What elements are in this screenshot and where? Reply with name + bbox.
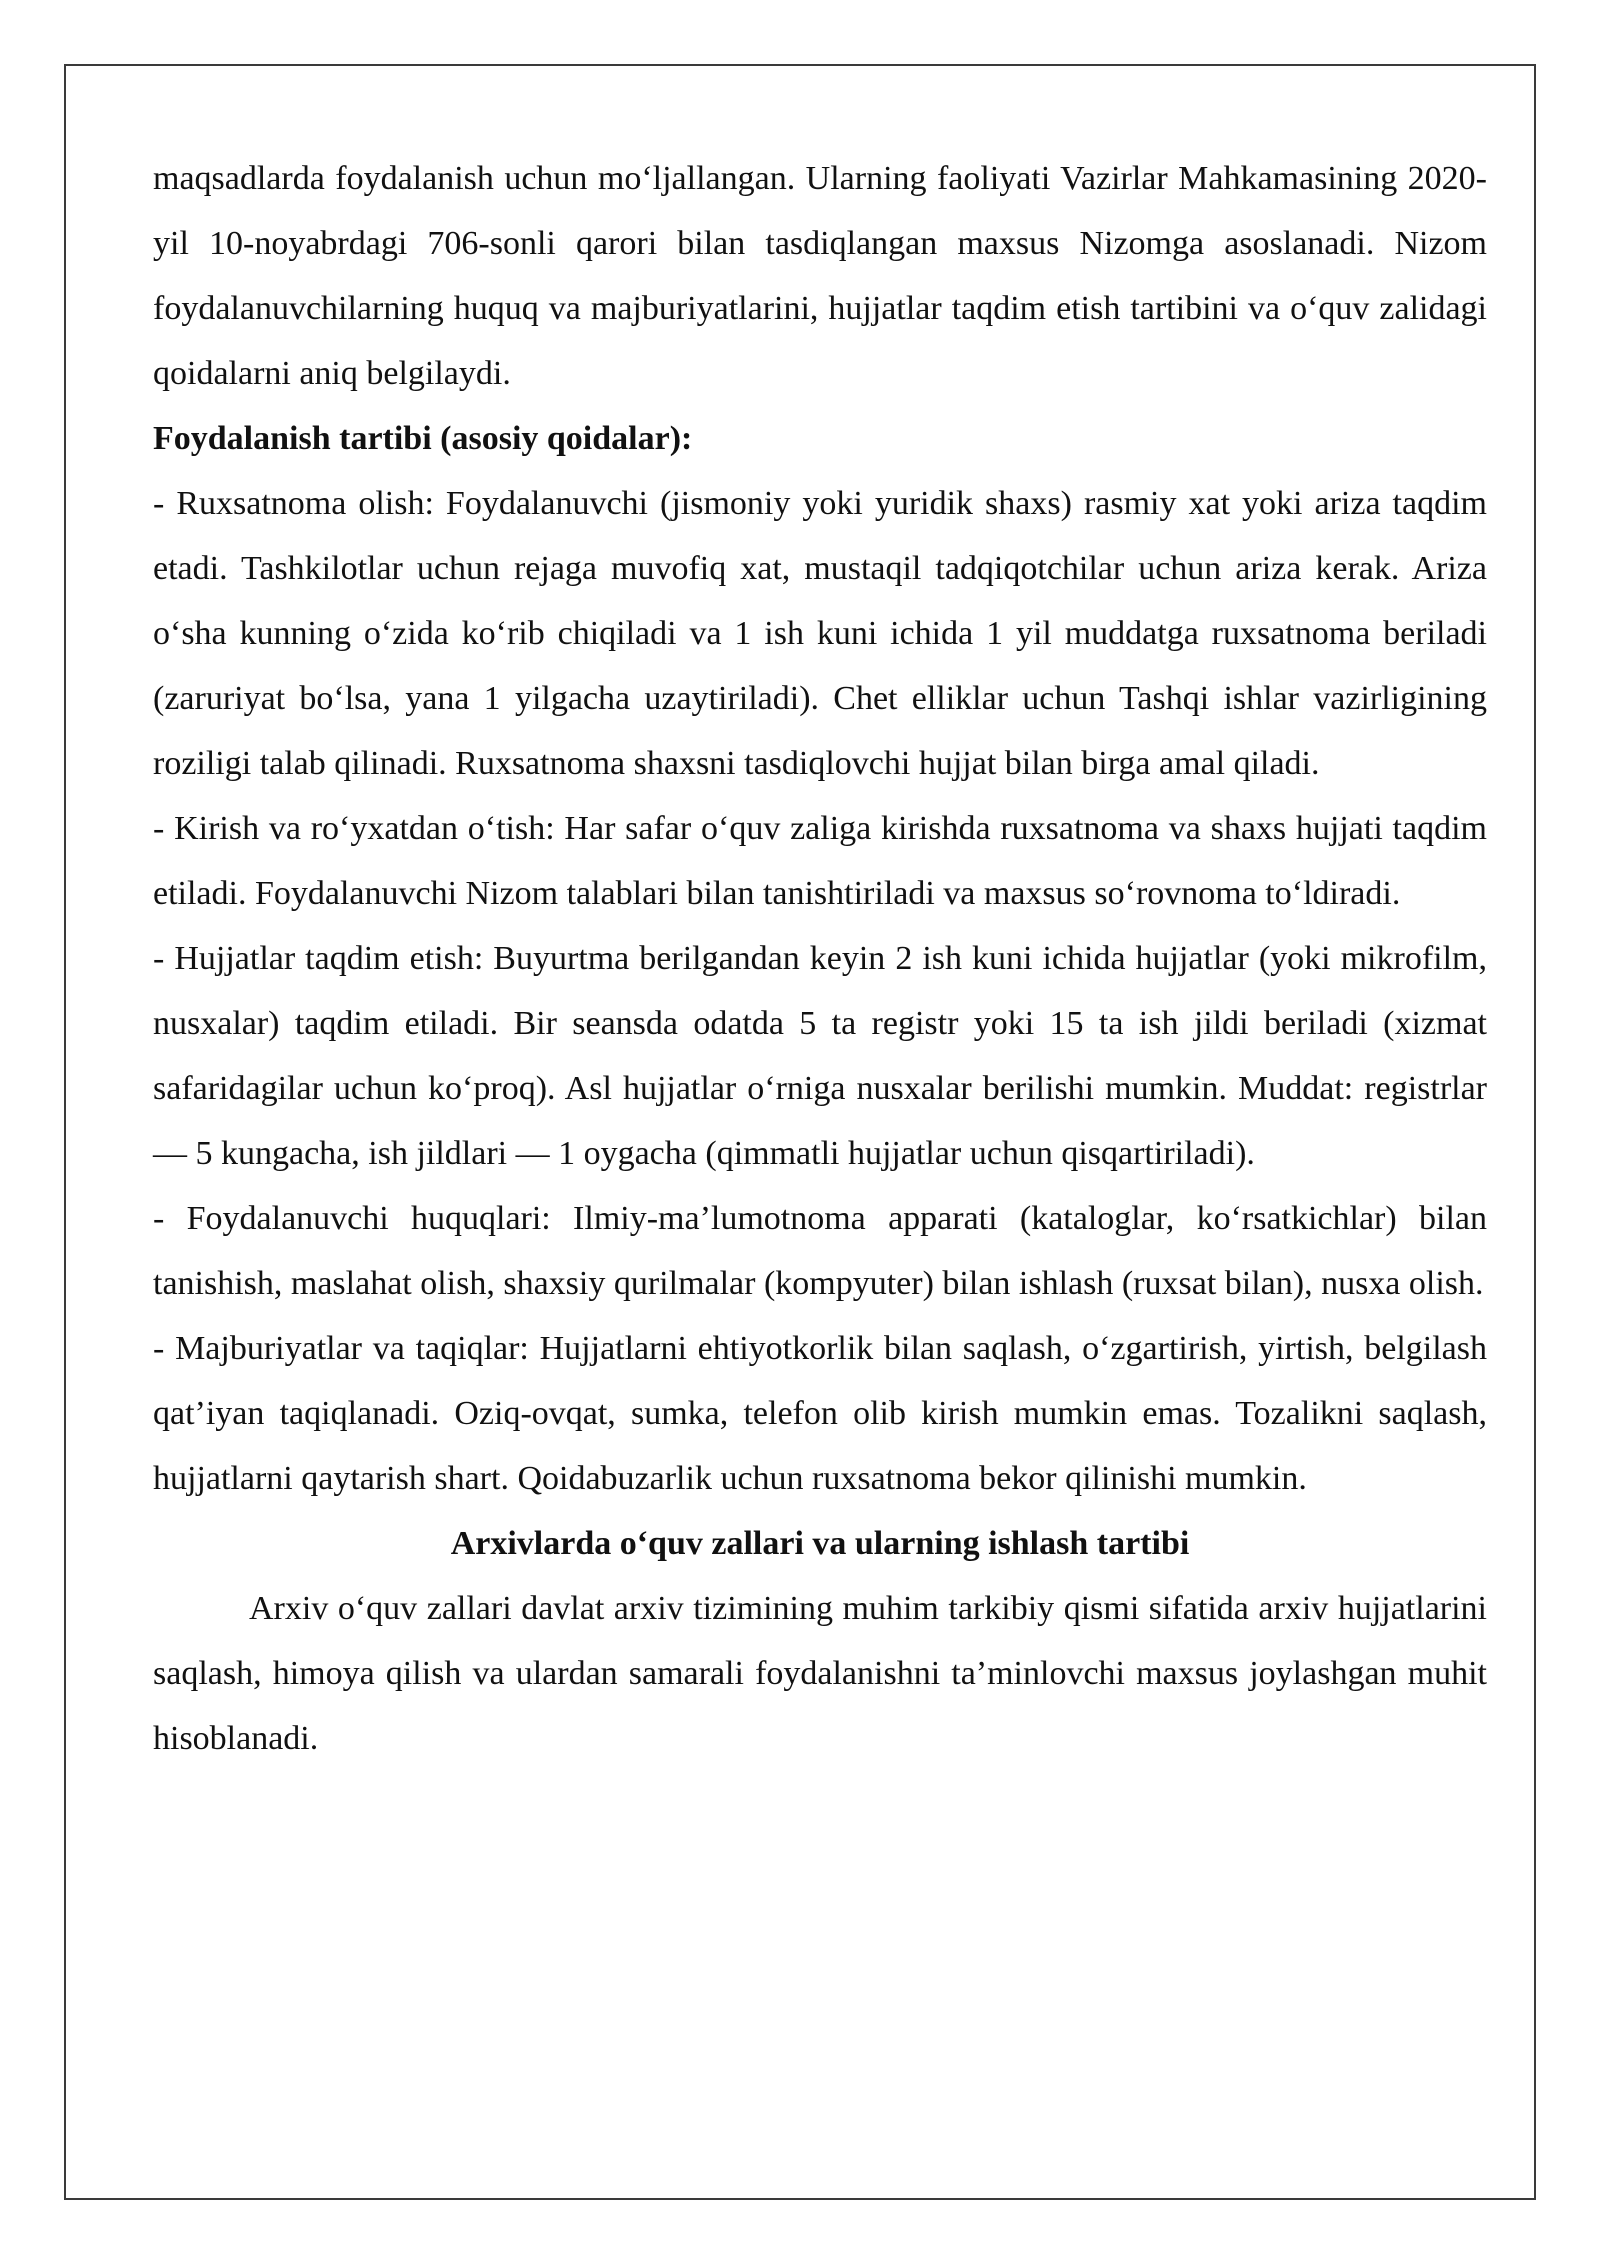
document-body bbox=[153, 146, 1487, 1771]
rule-item-obligations: - Majburiyatlar va taqiqlar: Hujjatlarni ehtiyotkorlik bilan saqlash, o‘zgartirish, yirtish, belgilash qat’iyan taqiqlanadi. Oziq-ovqat, sumka, telefon olib kirish mumkin emas. Tozalikni saqlash, hujjatlarni qaytarish shart. Qoidabuzarlik uchun ruxsatnoma bekor qilinishi mumkin. bbox=[153, 1330, 1487, 1497]
intro-paragraph: maqsadlarda foydalanish uchun mo‘ljallangan. Ularning faoliyati Vazirlar Mahkamasining 2020-yil 10-noyabrdagi 706-sonli qarori bilan tasdiqlangan maxsus Nizomga asoslanadi. Nizom foydalanuvchilarning huquq va majburiyatlarini, hujjatlar taqdim etish tartibini va o‘quv zalidagi qoidalarni aniq belgilaydi. bbox=[153, 160, 1487, 392]
rule-item-permit: - Ruxsatnoma olish: Foydalanuvchi (jismoniy yoki yuridik shaxs) rasmiy xat yoki ariza taqdim etadi. Tashkilotlar uchun rejaga muvofiq xat, mustaqil tadqiqotchilar uchun ariza kerak. Ariza o‘sha kunning o‘zida ko‘rib chiqiladi va 1 ish kuni ichida 1 yil muddatga ruxsatnoma beriladi (zaruriyat bo‘lsa, yana 1 yilgacha uzaytiriladi). Chet elliklar uchun Tashqi ishlar vazirligining roziligi talab qilinadi. Ruxsatnoma shaxsni tasdiqlovchi hujjat bilan birga amal qiladi. bbox=[153, 485, 1487, 782]
rule-item-entry: - Kirish va ro‘yxatdan o‘tish: Har safar o‘quv zaliga kirishda ruxsatnoma va shaxs hujjati taqdim etiladi. Foydalanuvchi Nizom talablari bilan tanishtiriladi va maxsus so‘rovnoma to‘ldiradi. bbox=[153, 810, 1487, 912]
rule-item-user-rights: - Foydalanuvchi huquqlari: Ilmiy-ma’lumotnoma apparati (kataloglar, ko‘rsatkichlar) bilan tanishish, maslahat olish, shaxsiy qurilmalar (kompyuter) bilan ishlash (ruxsat bilan), nusxa olish. bbox=[153, 1200, 1487, 1302]
section-paragraph: Arxiv o‘quv zallari davlat arxiv tizimining muhim tarkibiy qismi sifatida arxiv hujjatlarini saqlash, himoya qilish va ulardan samarali foydalanishni ta’minlovchi maxsus joylashgan muhit hisoblanadi. bbox=[153, 1590, 1487, 1757]
section-title: Arxivlarda o‘quv zallari va ularning ishlash tartibi bbox=[450, 1525, 1190, 1562]
rules-heading: Foydalanish tartibi (asosiy qoidalar): bbox=[153, 420, 693, 457]
rule-item-documents: - Hujjatlar taqdim etish: Buyurtma berilgandan keyin 2 ish kuni ichida hujjatlar (yoki mikrofilm, nusxalar) taqdim etiladi. Bir seansda odatda 5 ta registr yoki 15 ta ish jildi beriladi (xizmat safaridagilar uchun ko‘proq). Asl hujjatlar o‘rniga nusxalar berilishi mumkin. Muddat: registrlar — 5 kungacha, ish jildlari — 1 oygacha (qimmatli hujjatlar uchun qisqartiriladi). bbox=[153, 940, 1487, 1172]
